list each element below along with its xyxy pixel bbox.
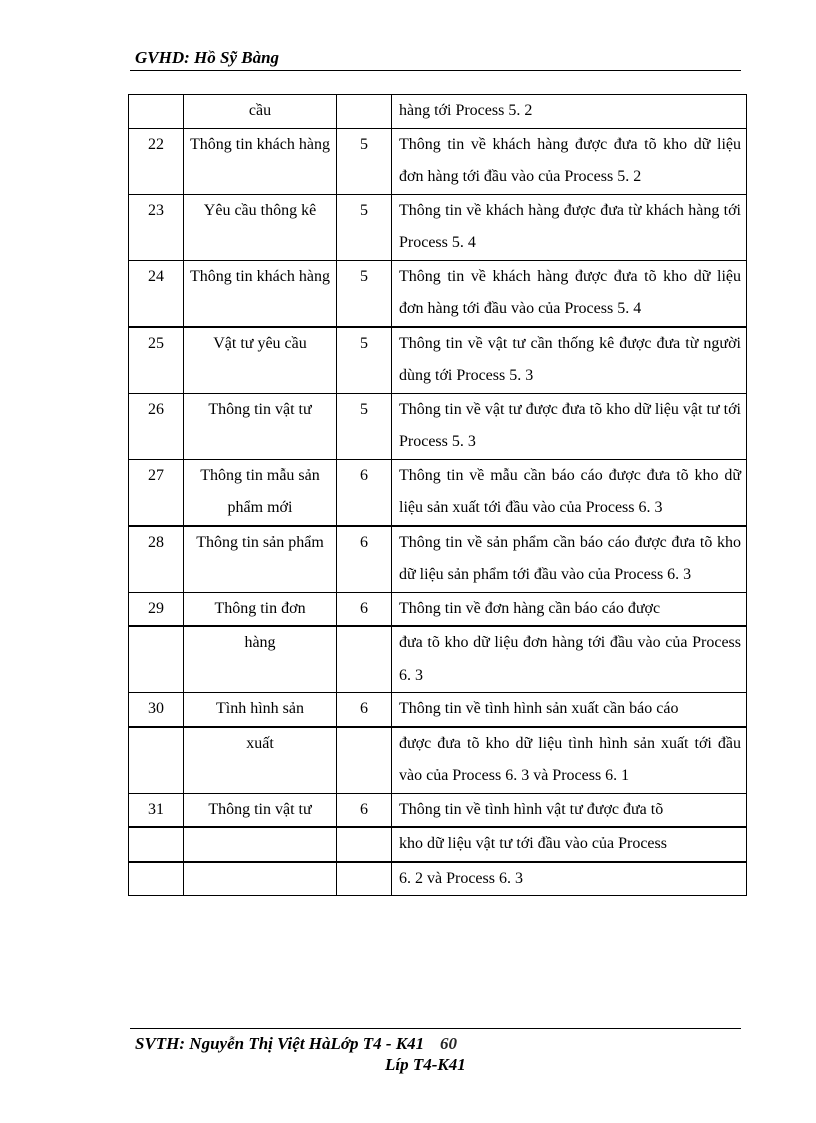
- row-number: 26: [129, 393, 184, 459]
- flow-name: [184, 862, 337, 896]
- flow-description: hàng tới Process 5. 2: [392, 95, 747, 129]
- row-number: 22: [129, 128, 184, 194]
- header-rule: [130, 70, 741, 71]
- row-number: 30: [129, 693, 184, 727]
- process-level: 5: [337, 194, 392, 260]
- row-number: 24: [129, 260, 184, 327]
- process-level: [337, 827, 392, 862]
- row-number: 28: [129, 526, 184, 593]
- flow-name: [184, 827, 337, 862]
- flow-description: Thông tin về tình hình sản xuất cần báo cáo: [392, 693, 747, 727]
- flow-name: Yêu cầu thông kê: [184, 194, 337, 260]
- flow-description: Thông tin về đơn hàng cần báo cáo được: [392, 592, 747, 626]
- process-level: 5: [337, 260, 392, 327]
- table-row: [129, 95, 747, 129]
- row-number: [129, 727, 184, 794]
- flow-name: Thông tin đơn: [184, 592, 337, 626]
- table-row: [129, 827, 747, 862]
- flow-name: cầu: [184, 95, 337, 129]
- process-level: 5: [337, 128, 392, 194]
- row-number: [129, 862, 184, 896]
- flow-description: Thông tin về khách hàng được đưa tõ kho dữ liệu đơn hàng tới đầu vào của Process 5. 4: [392, 260, 747, 327]
- process-level: 5: [337, 327, 392, 394]
- flow-name: Vật tư yêu cầu: [184, 327, 337, 394]
- row-number: 25: [129, 327, 184, 394]
- row-number: 23: [129, 194, 184, 260]
- flow-name: Thông tin sản phẩm: [184, 526, 337, 593]
- flow-name: Thông tin mẫu sản phẩm mới: [184, 459, 337, 526]
- process-level: 6: [337, 526, 392, 593]
- flow-name: xuất: [184, 727, 337, 794]
- flow-description: Thông tin về vật tư được đưa tõ kho dữ liệu vật tư tới Process 5. 3: [392, 393, 747, 459]
- table-row: [129, 526, 747, 593]
- table-row: [129, 260, 747, 327]
- table-row: [129, 128, 747, 194]
- table-row: [129, 194, 747, 260]
- process-level: [337, 626, 392, 693]
- row-number: 29: [129, 592, 184, 626]
- flow-name: hàng: [184, 626, 337, 693]
- process-level: 5: [337, 393, 392, 459]
- process-level: 6: [337, 592, 392, 626]
- table-row: [129, 626, 747, 693]
- table-row: [129, 727, 747, 794]
- table-row: [129, 592, 747, 626]
- process-level: 6: [337, 459, 392, 526]
- footer-class: Líp T4-K41: [385, 1055, 466, 1074]
- table-row: [129, 862, 747, 896]
- process-level: [337, 95, 392, 129]
- flow-description: Thông tin về sản phẩm cần báo cáo được đưa tõ kho dữ liệu sản phẩm tới đầu vào của Process 6. 3: [392, 526, 747, 593]
- table-row: [129, 793, 747, 827]
- process-level: [337, 727, 392, 794]
- process-level: 6: [337, 793, 392, 827]
- process-level: [337, 862, 392, 896]
- flow-description: 6. 2 và Process 6. 3: [392, 862, 747, 896]
- flow-description: kho dữ liệu vật tư tới đầu vào của Process: [392, 827, 747, 862]
- table-row: [129, 393, 747, 459]
- table-row: [129, 459, 747, 526]
- table-row: [129, 693, 747, 727]
- flow-description: Thông tin về vật tư cần thống kê được đưa từ người dùng tới Process 5. 3: [392, 327, 747, 394]
- data-flow-table-container: [128, 94, 746, 896]
- flow-description: Thông tin về mẫu cần báo cáo được đưa tõ kho dữ liệu sản xuất tới đầu vào của Process 6. 3: [392, 459, 747, 526]
- flow-name: Tình hình sản: [184, 693, 337, 727]
- flow-name: Thông tin vật tư: [184, 393, 337, 459]
- table-row: [129, 327, 747, 394]
- flow-description: Thông tin về khách hàng được đưa tõ kho dữ liệu đơn hàng tới đầu vào của Process 5. 2: [392, 128, 747, 194]
- flow-name: Thông tin khách hàng: [184, 128, 337, 194]
- page-header: GVHD: Hồ Sỹ Bàng: [135, 48, 280, 67]
- footer-rule: [130, 1028, 741, 1029]
- flow-description: Thông tin về tình hình vật tư được đưa tõ: [392, 793, 747, 827]
- flow-description: được đưa tõ kho dữ liệu tình hình sản xuất tới đầu vào của Process 6. 3 và Process 6. 1: [392, 727, 747, 794]
- flow-description: Thông tin về khách hàng được đưa từ khách hàng tới Process 5. 4: [392, 194, 747, 260]
- row-number: [129, 95, 184, 129]
- row-number: 27: [129, 459, 184, 526]
- flow-name: Thông tin vật tư: [184, 793, 337, 827]
- data-flow-table: [128, 94, 747, 896]
- page-number: 60: [440, 1034, 457, 1053]
- footer-author: SVTH: Nguyễn Thị Việt HàLớp T4 - K41: [135, 1034, 425, 1053]
- row-number: 31: [129, 793, 184, 827]
- row-number: [129, 626, 184, 693]
- row-number: [129, 827, 184, 862]
- flow-description: đưa tõ kho dữ liệu đơn hàng tới đầu vào của Process 6. 3: [392, 626, 747, 693]
- flow-name: Thông tin khách hàng: [184, 260, 337, 327]
- process-level: 6: [337, 693, 392, 727]
